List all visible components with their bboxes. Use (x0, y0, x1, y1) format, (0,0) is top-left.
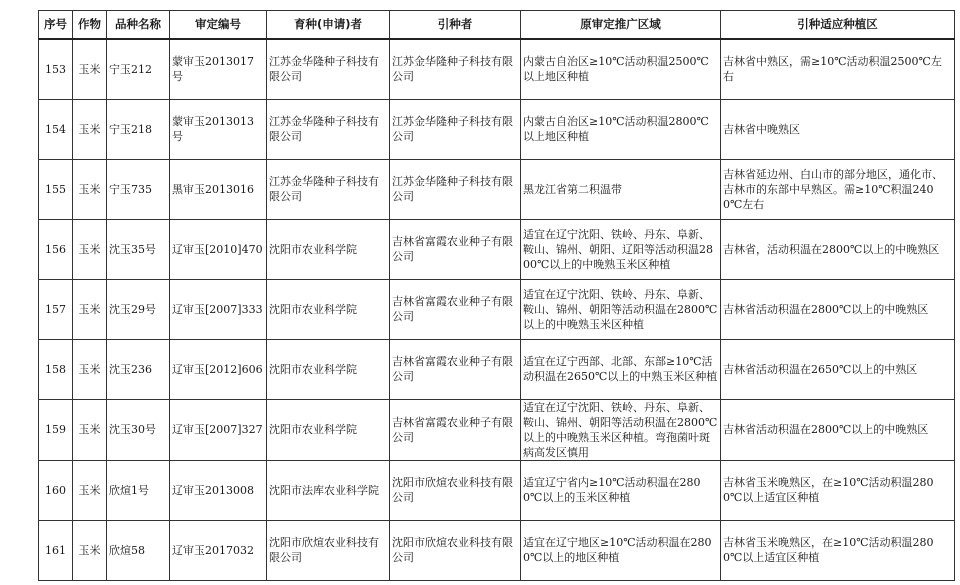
original-region-cell: 适宜辽宁省内≥10℃活动积温在2800℃以上的玉米区种植 (521, 460, 721, 520)
original-region-cell: 适宜在辽宁西部、北部、东部≥10℃活动积温在2650℃以上的中熟玉米区种植 (521, 339, 721, 399)
variety-name-cell: 宁玉735 (107, 159, 170, 219)
row-number-cell: 161 (39, 520, 73, 580)
crop-cell: 玉米 (73, 99, 107, 159)
introduced-region-cell: 吉林省活动积温在2800℃以上的中晚熟区 (721, 399, 955, 460)
table-row (39, 399, 955, 460)
variety-name-cell: 沈玉35号 (107, 219, 170, 279)
header-cell-orig-region: 原审定推广区域 (521, 11, 721, 40)
introducer-cell: 吉林省富霞农业种子有限公司 (390, 399, 521, 460)
crop-cell: 玉米 (73, 399, 107, 460)
introducer-cell: 江苏金华隆种子科技有限公司 (390, 99, 521, 159)
variety-name-cell: 沈玉30号 (107, 399, 170, 460)
table-row (39, 159, 955, 219)
approval-number-cell: 辽审玉[2007]327 (170, 399, 267, 460)
variety-name-cell: 欣煊58 (107, 520, 170, 580)
variety-name-cell: 宁玉212 (107, 39, 170, 99)
variety-name-cell: 宁玉218 (107, 99, 170, 159)
breeder-cell: 沈阳市农业科学院 (267, 219, 390, 279)
original-region-cell: 内蒙古自治区≥10℃活动积温2500℃以上地区种植 (521, 39, 721, 99)
row-number-cell: 157 (39, 279, 73, 339)
row-number-cell: 155 (39, 159, 73, 219)
original-region-cell: 适宜在辽宁沈阳、铁岭、丹东、阜新、鞍山、锦州、朝阳、辽阳等活动积温2800℃以上的中晚熟玉米区种植 (521, 219, 721, 279)
original-region-cell: 内蒙古自治区≥10℃活动积温2800℃以上地区种植 (521, 99, 721, 159)
table-row (39, 279, 955, 339)
header-cell-no: 序号 (39, 11, 73, 40)
approval-number-cell: 蒙审玉2013017号 (170, 39, 267, 99)
header-cell-intro-region: 引种适应种植区 (721, 11, 955, 40)
header-cell-introducer: 引种者 (390, 11, 521, 40)
approval-number-cell: 辽审玉2013008 (170, 460, 267, 520)
row-number-cell: 156 (39, 219, 73, 279)
variety-name-cell: 欣煊1号 (107, 460, 170, 520)
crop-cell: 玉米 (73, 339, 107, 399)
breeder-cell: 江苏金华隆种子科技有限公司 (267, 159, 390, 219)
table-row (39, 39, 955, 99)
table-row (39, 99, 955, 159)
introduced-region-cell: 吉林省玉米晚熟区，在≥10℃活动积温2800℃以上适宜区种植 (721, 460, 955, 520)
row-number-cell: 159 (39, 399, 73, 460)
introduced-region-cell: 吉林省活动积温在2650℃以上的中熟区 (721, 339, 955, 399)
approval-number-cell: 辽审玉[2012]606 (170, 339, 267, 399)
introducer-cell: 吉林省富霞农业种子有限公司 (390, 339, 521, 399)
breeder-cell: 沈阳市农业科学院 (267, 279, 390, 339)
header-cell-breeder: 育种(申请)者 (267, 11, 390, 40)
breeder-cell: 沈阳市法库农业科学院 (267, 460, 390, 520)
introducer-cell: 吉林省富霞农业种子有限公司 (390, 279, 521, 339)
introducer-cell: 江苏金华隆种子科技有限公司 (390, 39, 521, 99)
original-region-cell: 适宜在辽宁沈阳、铁岭、丹东、阜新、鞍山、锦州、朝阳等活动积温在2800℃以上的中晚熟玉米区种植 (521, 279, 721, 339)
approval-number-cell: 黑审玉2013016 (170, 159, 267, 219)
introduced-region-cell: 吉林省活动积温在2800℃以上的中晚熟区 (721, 279, 955, 339)
introducer-cell: 江苏金华隆种子科技有限公司 (390, 159, 521, 219)
approval-number-cell: 辽审玉2017032 (170, 520, 267, 580)
table-row (39, 520, 955, 580)
variety-registry-table (38, 10, 955, 581)
crop-cell: 玉米 (73, 520, 107, 580)
crop-cell: 玉米 (73, 279, 107, 339)
approval-number-cell: 辽审玉[2007]333 (170, 279, 267, 339)
row-number-cell: 154 (39, 99, 73, 159)
crop-cell: 玉米 (73, 219, 107, 279)
introducer-cell: 吉林省富霞农业种子有限公司 (390, 219, 521, 279)
introduced-region-cell: 吉林省延边州、白山市的部分地区，通化市、吉林市的东部中早熟区。需≥10℃积温2400℃左右 (721, 159, 955, 219)
introducer-cell: 沈阳市欣煊农业科技有限公司 (390, 520, 521, 580)
table-row (39, 219, 955, 279)
row-number-cell: 153 (39, 39, 73, 99)
introduced-region-cell: 吉林省，活动积温在2800℃以上的中晚熟区 (721, 219, 955, 279)
breeder-cell: 沈阳市农业科学院 (267, 339, 390, 399)
breeder-cell: 沈阳市农业科学院 (267, 399, 390, 460)
introducer-cell: 沈阳市欣煊农业科技有限公司 (390, 460, 521, 520)
variety-name-cell: 沈玉29号 (107, 279, 170, 339)
approval-number-cell: 辽审玉[2010]470 (170, 219, 267, 279)
variety-name-cell: 沈玉236 (107, 339, 170, 399)
row-number-cell: 158 (39, 339, 73, 399)
header-cell-variety: 品种名称 (107, 11, 170, 40)
header-cell-crop: 作物 (73, 11, 107, 40)
crop-cell: 玉米 (73, 159, 107, 219)
original-region-cell: 适宜在辽宁地区≥10℃活动积温在2800℃以上的地区种植 (521, 520, 721, 580)
header-cell-approval: 审定编号 (170, 11, 267, 40)
introduced-region-cell: 吉林省玉米晚熟区，在≥10℃活动积温2800℃以上适宜区种植 (721, 520, 955, 580)
table-row (39, 339, 955, 399)
original-region-cell: 黑龙江省第二积温带 (521, 159, 721, 219)
approval-number-cell: 蒙审玉2013013号 (170, 99, 267, 159)
breeder-cell: 江苏金华隆种子科技有限公司 (267, 99, 390, 159)
original-region-cell: 适宜在辽宁沈阳、铁岭、丹东、阜新、鞍山、锦州、朝阳等活动积温在2800℃以上的中晚熟玉米区种植。弯孢菌叶斑病高发区慎用 (521, 399, 721, 460)
crop-cell: 玉米 (73, 460, 107, 520)
introduced-region-cell: 吉林省中晚熟区 (721, 99, 955, 159)
table-row (39, 460, 955, 520)
breeder-cell: 江苏金华隆种子科技有限公司 (267, 39, 390, 99)
breeder-cell: 沈阳市欣煊农业科技有限公司 (267, 520, 390, 580)
header-row (39, 11, 955, 40)
crop-cell: 玉米 (73, 39, 107, 99)
row-number-cell: 160 (39, 460, 73, 520)
introduced-region-cell: 吉林省中熟区，需≥10℃活动积温2500℃左右 (721, 39, 955, 99)
